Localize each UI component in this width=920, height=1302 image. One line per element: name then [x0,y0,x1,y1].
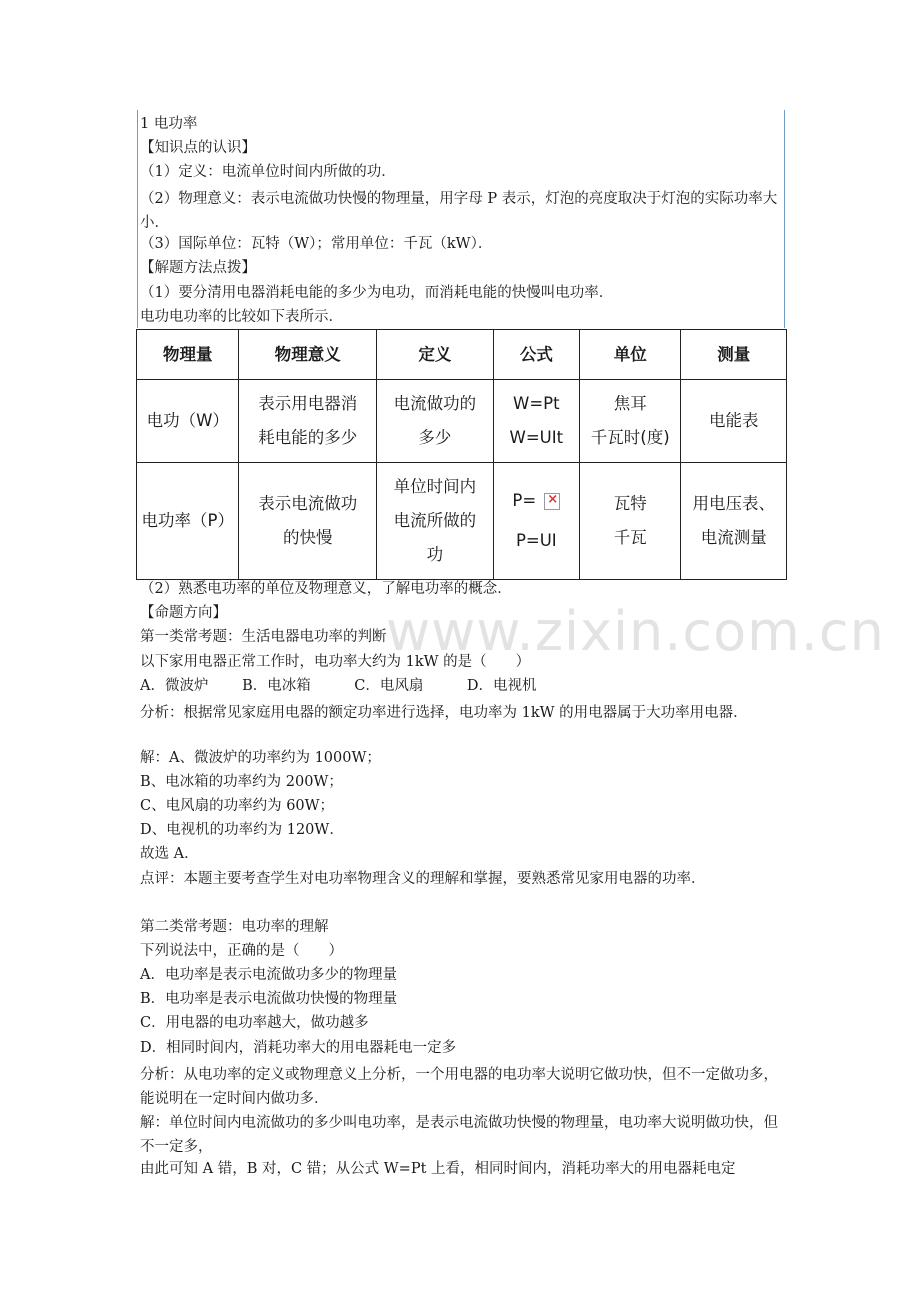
cell-quantity [137,380,239,463]
row2-measure-a: 用电压表、 [692,494,775,513]
row1-formula-b: W=UIt [509,428,564,447]
row2-def-c: 功 [426,545,444,564]
q2-category: 第二类常考题：电功率的理解 [140,919,329,935]
row2-formula-b: P=UI [515,531,557,550]
row1-def-a: 电流做功的 [393,394,477,413]
table-row [137,463,787,580]
cell-definition [377,380,494,463]
header-cell: 物理量 [137,330,239,380]
cell-measure [681,463,787,580]
cell-meaning [239,463,377,580]
header-cell: 定义 [377,330,494,380]
units-line: （3）国际单位：瓦特（W）；常用单位：千瓦（kW）． [140,236,493,252]
tip-line-1: （1）要分清用电器消耗电能的多少为电功，而消耗电能的快慢叫电功率． [140,285,614,301]
knowledge-header: 【知识点的认识】 [140,140,256,156]
q1-choice: 故选 A． [140,846,199,862]
q2-option-c: C．用电器的电功率越大，做功越多 [140,1015,369,1031]
row2-formula-a-line [498,484,575,518]
meaning-line: （2）物理意义：表示电流做功快慢的物理量，用字母 P 表示，灯泡的亮度取决于灯泡的实际功率大小． [140,191,778,231]
row2-unit-a: 瓦特 [613,494,647,513]
q1-review: 点评：本题主要考查学生对电功率物理含义的理解和掌握，要熟悉常见家用电器的功率． [140,871,706,887]
row1-unit-a: 焦耳 [613,394,647,413]
cell-formula [493,463,579,580]
table-intro: 电功电功率的比较如下表所示． [140,309,343,325]
q1-solution-c: C、电风扇的功率约为 60W； [140,798,335,814]
q2-analysis: 分析：从电功率的定义或物理意义上分析，一个用电器的电功率大说明它做功快，但不一定做功多，能说明在一定时间内做功多． [140,1067,778,1107]
row1-meaning-a: 表示用电器消 [258,394,358,413]
q1-solution-a: 解：A、微波炉的功率约为 1000W； [140,750,381,766]
q2-option-b: B．电功率是表示电流做功快慢的物理量 [140,991,398,1007]
cell-definition [377,463,494,580]
header-cell: 物理意义 [239,330,377,380]
row2-def-a: 单位时间内 [393,477,477,496]
row1-meaning-b: 耗电能的多少 [258,428,358,447]
row1-measure: 电能表 [708,411,759,430]
q1-category: 第一类常考题：生活电器电功率的判断 [140,629,387,645]
row2-measure-b: 电流测量 [700,528,767,547]
q1-solution-d: D、电视机的功率约为 120W． [140,822,344,838]
comparison-table [136,329,787,580]
q1-stem: 以下家用电器正常工作时，电功率大约为 1kW 的是（ ） [140,654,531,670]
table-row [137,380,787,463]
definition-line: （1）定义：电流单位时间内所做的功． [140,164,396,180]
tip-line-2: （2）熟悉电功率的单位及物理意义，了解电功率的概念． [140,581,512,597]
cell-unit [580,380,681,463]
q1-options: A．微波炉 B．电冰箱 C．电风扇 D．电视机 [140,678,537,694]
q2-option-a: A．电功率是表示电流做功多少的物理量 [140,967,397,983]
row2-quantity: 电功率（P） [141,511,234,530]
direction-header: 【命题方向】 [140,605,227,621]
q2-solution-cont: 由此可知 A 错，B 对，C 错；从公式 W=Pt 上看，相同时间内，消耗功率大的用电器耗电定 [140,1161,736,1177]
q2-stem: 下列说法中，正确的是（ ） [140,943,343,959]
method-header: 【解题方法点拨】 [140,260,256,276]
row2-def-b: 电流所做的 [393,511,477,530]
row1-formula-a: W=Pt [513,394,560,413]
broken-image-icon [544,493,560,510]
row1-quantity: 电功（W） [146,411,229,430]
cell-unit [580,463,681,580]
table-header-row [137,330,787,380]
q1-solution-b: B、电冰箱的功率约为 200W； [140,774,343,790]
q1-analysis: 分析：根据常见家庭用电器的额定功率进行选择，电功率为 1kW 的用电器属于大功率用电器． [140,705,748,721]
row1-def-b: 多少 [418,428,452,447]
watermark: www.zixin.com.cn [386,600,885,663]
header-cell: 单位 [580,330,681,380]
cell-quantity [137,463,239,580]
row2-formula-a: P= [512,491,537,510]
row2-unit-b: 千瓦 [613,528,647,547]
q2-option-d: D．相同时间内，消耗功率大的用电器耗电一定多 [140,1040,457,1056]
header-cell: 公式 [493,330,579,380]
cell-measure [681,380,787,463]
row1-unit-b: 千瓦时(度) [590,428,670,447]
row2-meaning-b: 的快慢 [283,528,333,547]
row2-meaning-a: 表示电流做功 [258,494,358,513]
cell-formula [493,380,579,463]
header-cell: 测量 [681,330,787,380]
cell-meaning [239,380,377,463]
section-title: 1 电功率 [140,116,198,132]
q2-solution: 解：单位时间内电流做功的多少叫电功率，是表示电流做功快慢的物理量，电功率大说明做功快，但不一定多， [140,1115,778,1155]
